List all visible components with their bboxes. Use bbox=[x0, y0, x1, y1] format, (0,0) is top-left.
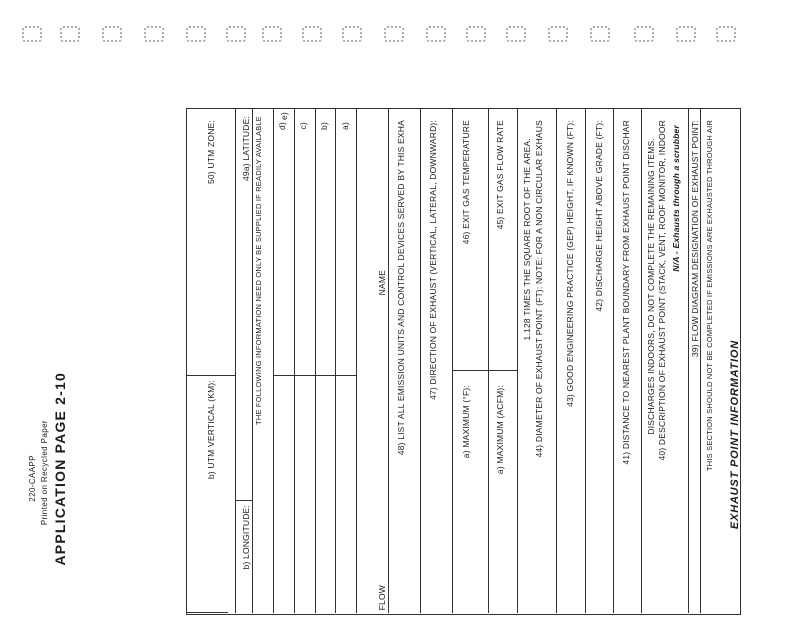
row-divider bbox=[688, 108, 689, 613]
row-divider bbox=[252, 108, 253, 613]
row-divider bbox=[517, 108, 518, 613]
row-divider bbox=[420, 108, 421, 613]
row-divider bbox=[585, 108, 586, 613]
q43-label: 43) GOOD ENGINEERING PRACTICE (GEP) HEIGHT, IF KNOWN (FT): bbox=[565, 120, 575, 407]
column-header-name: NAME bbox=[377, 270, 387, 296]
q48-label: 48) LIST ALL EMISSION UNITS AND CONTROL DEVICES SERVED BY THIS EXHA bbox=[396, 120, 406, 456]
row-label-e: e) bbox=[279, 112, 289, 120]
footer-code: 220-CAAPP bbox=[28, 455, 37, 502]
row-divider bbox=[452, 108, 453, 613]
row-divider bbox=[235, 108, 236, 613]
q45-label: 45) EXIT GAS FLOW RATE bbox=[495, 120, 505, 230]
row-divider bbox=[388, 108, 389, 613]
cell-divider bbox=[186, 612, 228, 613]
q50-label: 50) UTM ZONE: bbox=[206, 120, 216, 184]
row-divider bbox=[613, 108, 614, 613]
row-divider bbox=[556, 108, 557, 613]
cell-divider bbox=[186, 375, 235, 376]
cell-divider bbox=[452, 370, 488, 371]
row-divider bbox=[315, 108, 316, 613]
row-divider bbox=[488, 108, 489, 613]
q39-label: 39) FLOW DIAGRAM DESIGNATION OF EXHAUST POINT: bbox=[690, 120, 700, 357]
row-divider bbox=[273, 108, 274, 613]
footer-printed: Printed on Recycled Paper bbox=[40, 420, 49, 526]
q49b-label: b) LONGITUDE: bbox=[241, 505, 251, 570]
row-label-a: a) bbox=[340, 122, 350, 130]
cell-divider bbox=[235, 500, 252, 501]
cell-divider bbox=[273, 375, 356, 376]
q39-answer: N/A - Exhausts through a scrubber bbox=[671, 125, 681, 272]
q42-label: 42) DISCHARGE HEIGHT ABOVE GRADE (FT): bbox=[594, 120, 604, 312]
row-label-b: b) bbox=[319, 122, 329, 130]
q44-line2: 1.128 TIMES THE SQUARE ROOT OF THE AREA. bbox=[522, 138, 532, 341]
cell-divider bbox=[488, 370, 517, 371]
note-bottom: THE FOLLOWING INFORMATION NEED ONLY BE SUPPLIED IF READILY AVAILABLE bbox=[254, 116, 263, 425]
row-divider bbox=[294, 108, 295, 613]
q46a-label: a) MAXIMUM (°F): bbox=[461, 385, 471, 459]
scan-noise-strip bbox=[0, 10, 800, 50]
q50b-label: b) UTM VERTICAL (KM): bbox=[206, 380, 216, 480]
q40-line2: DISCHARGES INDOORS, DO NOT COMPLETE THE REMAINING ITEMS. bbox=[646, 138, 656, 435]
q49a-label: 49a) LATITUDE: bbox=[241, 116, 251, 181]
row-label-c: c) bbox=[298, 122, 308, 130]
footer-title: APPLICATION PAGE 2-10 bbox=[52, 372, 68, 566]
row-divider bbox=[356, 108, 357, 613]
q41-label: 41) DISTANCE TO NEAREST PLANT BOUNDARY FROM EXHAUST POINT DISCHAR bbox=[621, 120, 631, 465]
note-top: THIS SECTION SHOULD NOT BE COMPLETED IF EMISSIONS ARE EXHAUSTED THROUGH AIR bbox=[705, 120, 714, 472]
section-title: EXHAUST POINT INFORMATION bbox=[729, 340, 741, 530]
row-label-d: d) bbox=[277, 122, 287, 130]
row-divider bbox=[700, 108, 701, 613]
q46-label: 46) EXIT GAS TEMPERATURE bbox=[461, 120, 471, 245]
q45a-label: a) MAXIMUM (ACFM): bbox=[495, 385, 505, 475]
q44-line1: 44) DIAMETER OF EXHAUST POINT (FT): NOTE: FOR A NON CIRCULAR EXHAUS bbox=[534, 120, 544, 458]
row-divider bbox=[641, 108, 642, 613]
column-header-flow: FLOW bbox=[377, 585, 387, 611]
q47-label: 47) DIRECTION OF EXHAUST (VERTICAL, LATERAL, DOWNWARD): bbox=[428, 120, 438, 400]
q40-line1: 40) DESCRIPTION OF EXHAUST POINT (STACK, VENT, ROOF MONITOR, INDOOR bbox=[657, 120, 667, 461]
row-divider bbox=[335, 108, 336, 613]
